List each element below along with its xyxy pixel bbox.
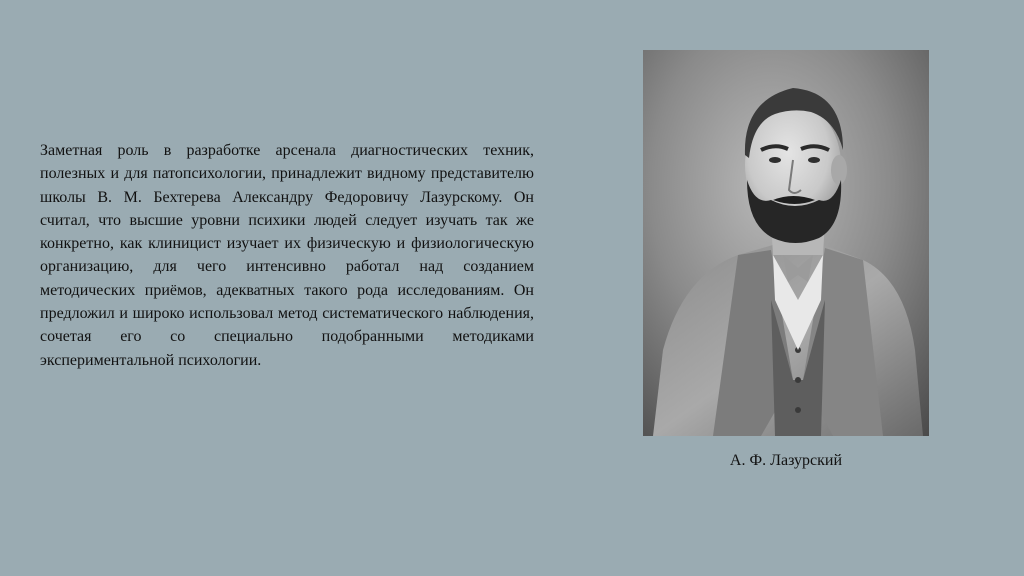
body-text: Заметная роль в разработке арсенала диагностических техник, полезных и для патопсихологии, принадлежит видному представителю школы В. М. Бехтерева Александру Федоровичу Лазурскому. Он считал, что высшие уровни психики людей следует изучать так же конкретно, как клиницист изучает их физическую и физиологическую организацию, для чего интенсивно работал над созданием методических приёмов, адекватных такого рода исследованиям. Он предложил и широко использовал метод систематического наблюдения, сочетая его со специально подобранными методиками экспериментальной психологии. — [40, 142, 534, 369]
portrait-caption: А. Ф. Лазурский — [729, 452, 843, 469]
portrait-photo — [643, 50, 929, 436]
portrait-photo-icon — [643, 50, 929, 436]
